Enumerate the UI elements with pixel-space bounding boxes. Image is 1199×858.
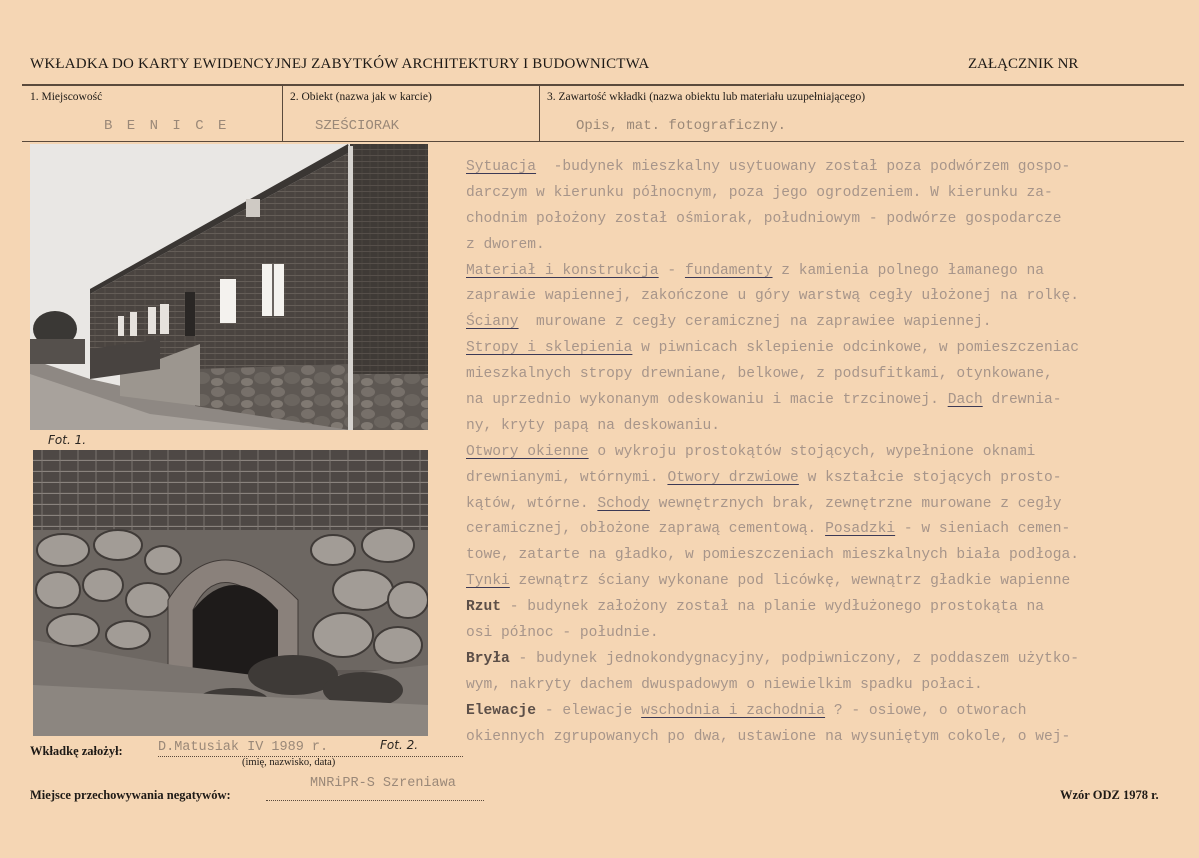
- description-line-10: na uprzednio wykonanym odeskowaniu i macie trzcinowej. Dach drewnia-: [466, 392, 1062, 409]
- description-line-4: z dworem.: [466, 236, 545, 253]
- description-line-11: ny, kryty papą na deskowaniu.: [466, 417, 720, 434]
- author-value: D.Matusiak IV 1989 r.: [158, 740, 329, 755]
- description-line-1: [466, 155, 1176, 181]
- description-line-21: wym, nakryty dachem dwuspadowym o niewielkim spadku połaci.: [466, 676, 983, 693]
- description-line-14: kątów, wtórne. Schody wewnętrznych brak, zewnętrzne murowane z cegły: [466, 495, 1062, 512]
- field-3-label: 3. Zawartość wkładki (nazwa obiektu lub materiału uzupełniającego): [547, 91, 866, 103]
- description-line-12: Otwory okienne o wykroju prostokątów stojących, wypełnione oknami: [466, 443, 1036, 460]
- description-line-13: drewnianymi, wtórnymi. Otwory drzwiowe w kształcie stojących prosto-: [466, 469, 1062, 486]
- description-line-7: Ściany murowane z cegły ceramicznej na zaprawiee wapiennej.: [466, 314, 992, 331]
- photo-2: [33, 450, 428, 736]
- heading-situation: Sytuacja: [466, 159, 537, 175]
- negatives-label: Miejsce przechowywania negatywów:: [30, 788, 231, 802]
- building-photo: [30, 144, 428, 430]
- cellar-entrance-photo: [33, 450, 428, 736]
- description-line-5: Materiał i konstrukcja - fundamenty z kamienia polnego łamanego na: [466, 262, 1045, 279]
- negatives-line: [266, 800, 484, 801]
- description-line-23: okiennych zgrupowanych po dwa, ustawione na wysuniętym cokole, o wej-: [466, 728, 1071, 745]
- field-divider-2: [539, 85, 540, 141]
- description-line-20: Bryła - budynek jednokondygnacyjny, podpiwniczony, z poddaszem użytko-: [466, 650, 1080, 667]
- description-line-18: Rzut - budynek założony został na planie wydłużonego prostokąta na: [466, 599, 1045, 616]
- author-sublabel: (imię, nazwisko, data): [242, 757, 336, 768]
- line-1-rest: -budynek mieszkalny usytuowany został poza podwórzem gospo-: [536, 159, 1071, 175]
- description-line-3: chodnim położony został ośmiorak, południowym - podwórze gospodarcze: [466, 210, 1062, 227]
- field-2-label: 2. Obiekt (nazwa jak w karcie): [290, 91, 432, 103]
- description-line-15: ceramicznej, obłożone zaprawą cementową. Posadzki - w sieniach cemen-: [466, 521, 1071, 538]
- description-line-9: mieszkalnych stropy drewniane, belkowe, z podsufitkami, otynkowane,: [466, 366, 1053, 383]
- fields-rule: [22, 141, 1184, 142]
- description-line-8: Stropy i sklepienia w piwnicach sklepienie odcinkowe, w pomieszczeniac: [466, 340, 1080, 357]
- photo-2-caption: Fot. 2.: [380, 738, 419, 752]
- description-text: [466, 155, 1176, 750]
- card-title: WKŁADKA DO KARTY EWIDENCYJNEJ ZABYTKÓW ARCHITEKTURY I BUDOWNICTWA: [30, 56, 650, 72]
- photo-1-caption: Fot. 1.: [48, 433, 87, 447]
- field-2-value: SZEŚCIORAK: [315, 118, 400, 134]
- description-line-22: Elewacje - elewacje wschodnia i zachodnia ? - osiowe, o otworach: [466, 702, 1027, 719]
- negatives-value: MNRiPR-S Szreniawa: [310, 776, 456, 791]
- description-line-6: zaprawie wapiennej, zakończone u góry warstwą cegły ułożonej na rolkę.: [466, 288, 1080, 305]
- form-label: Wzór ODZ 1978 r.: [1060, 788, 1159, 802]
- photo-1: [30, 144, 428, 430]
- description-line-16: towe, zatarte na gładko, w pomieszczeniach mieszkalnych biała podłoga.: [466, 547, 1080, 564]
- description-line-2: darczym w kierunku północnym, poza jego ogrodzeniem. W kierunku za-: [466, 184, 1053, 201]
- field-1-label: 1. Miejscowość: [30, 91, 103, 103]
- author-label: Wkładkę założył:: [30, 744, 123, 758]
- description-line-19: osi północ - południe.: [466, 625, 659, 642]
- field-divider-1: [282, 85, 283, 141]
- description-line-17: Tynki zewnątrz ściany wykonane pod licówkę, wewnątrz gładkie wapienne: [466, 573, 1071, 590]
- header-rule: [22, 84, 1184, 86]
- field-3-value: Opis, mat. fotograficzny.: [576, 118, 787, 134]
- field-1-value: B E N I C E: [104, 118, 230, 134]
- annex-label: ZAŁĄCZNIK NR: [968, 56, 1079, 72]
